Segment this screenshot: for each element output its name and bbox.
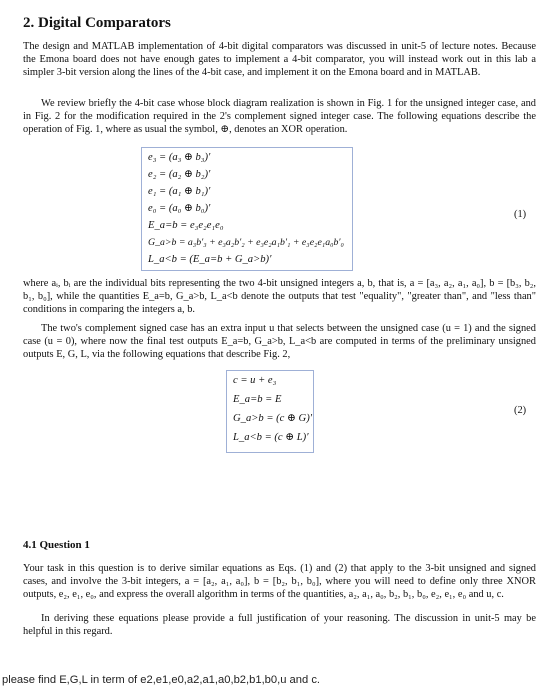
equation-line: e₃ = (a₃ ⊕ b₃)′ (148, 152, 211, 163)
intro-paragraph: The design and MATLAB implementation of 4-bit digital comparators was discussed in unit-5 of lecture notes. Because the Emona board does not have enough gates to implement a 4-bit comparator, you will instead work out in this lab a simpler 3-bit version along the lines of the 4-bit case, and implement it on the Emona board and in MATLAB. (23, 41, 536, 78)
equation-line: E_a=b = E (233, 394, 282, 405)
user-request-text: please find E,G,L in term of e2,e1,e0,a2,a1,a0,b2,b1,b0,u and c. (2, 674, 321, 686)
equation-box-2 (226, 370, 314, 453)
where-paragraph: where aᵢ, bᵢ are the individual bits representing the two 4-bit unsigned integers a, b, that is, a = [a₃, a₂, a₁, a₀], b = [b₃, b₂, b₁, b₀], while the quantities E_a=b, G_a>b, L_a<b denote the outputs that test "equality", "greater than", and "less than" conditions in comparing the integers a, b. (23, 278, 536, 315)
equation-line: L_a<b = (E_a=b + G_a>b)′ (148, 254, 272, 265)
equation-box-1 (141, 147, 353, 271)
equation-line: e₂ = (a₂ ⊕ b₂)′ (148, 169, 211, 180)
question-paragraph: Your task in this question is to derive similar equations as Eqs. (1) and (2) that apply to the 3-bit unsigned and signed cases, and involve the 3-bit integers, a = [a₂, a₁, a₀], b = [b₂, b₁, b₀], where you will need to define only three XNOR outputs, e₂, e₁, e₀, and express the overall algorithm in terms of the quantities, a₂, a₁, a₀, b₂, b₁, b₀, e₂, e₁, e₀ and u, c. (23, 563, 536, 600)
section-title: 2. Digital Comparators (23, 15, 171, 31)
equation-line: E_a=b = e₃e₂e₁e₀ (148, 220, 224, 231)
twos-complement-paragraph: The two's complement signed case has an extra input u that selects between the unsigned case (u = 1) and the signed case (u = 0), where now the final test outputs E_a=b, G_a>b, L_a<b are computed in terms of the preliminary unsigned outputs E, G, L, via the following equations that describe Fig. 2, (23, 323, 536, 360)
equation-line: L_a<b = (c ⊕ L)′ (233, 432, 309, 443)
equation-number-2: (2) (514, 405, 527, 416)
equation-line: e₀ = (a₀ ⊕ b₀)′ (148, 203, 211, 214)
question-title: 4.1 Question 1 (23, 539, 90, 551)
equation-line: c = u + e₃ (233, 375, 277, 386)
equation-line: G_a>b = (c ⊕ G)′ (233, 413, 313, 424)
justify-paragraph: In deriving these equations please provide a full justification of your reasoning. The discussion in unit-5 may be helpful in this regard. (23, 613, 536, 637)
review-paragraph: We review briefly the 4-bit case whose block diagram realization is shown in Fig. 1 for the unsigned integer case, and in Fig. 2 for the modification required in the 2's complement signed integer case. The following equations describe the operation of Fig. 1, where as usual the symbol, ⊕, denotes an XOR operation. (23, 98, 536, 135)
equation-line: G_a>b = a₃b′₃ + e₃a₂b′₂ + e₃e₂a₁b′₁ + e₃e₂e₁a₀b′₀ (148, 237, 344, 248)
equation-line: e₁ = (a₁ ⊕ b₁)′ (148, 186, 211, 197)
equation-number-1: (1) (514, 209, 527, 220)
